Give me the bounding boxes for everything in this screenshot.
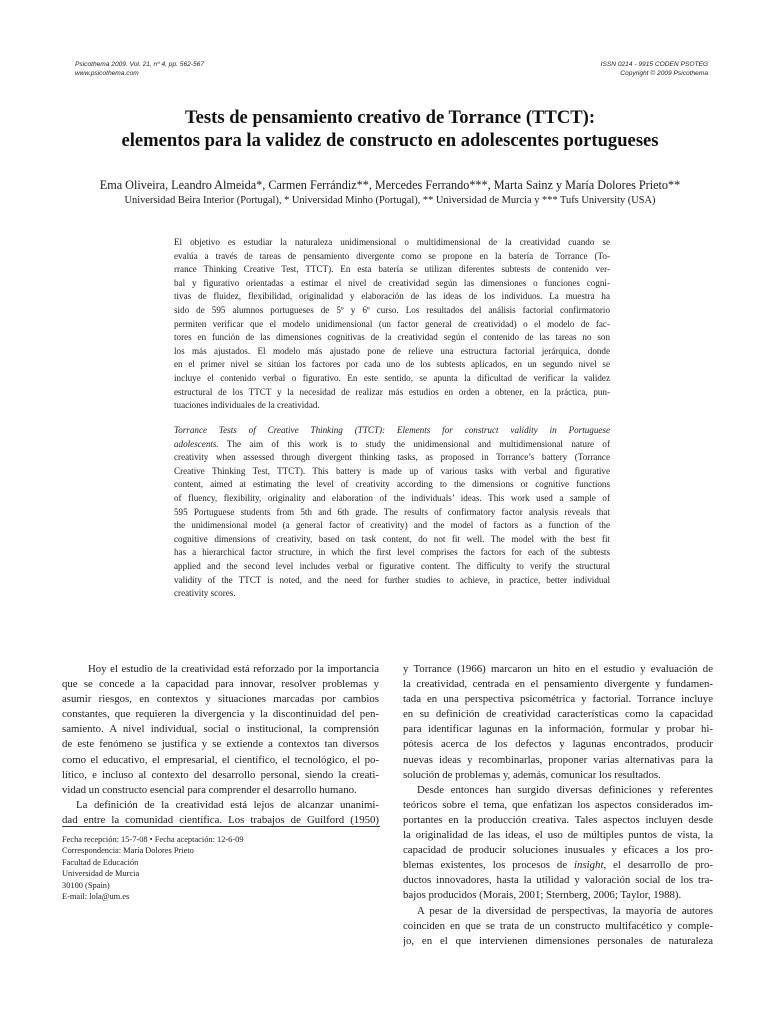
body-text: blemas existentes, los procesos de (403, 859, 575, 872)
body-line: samiento. A nivel individual, social o institucional, la comprensión (62, 723, 379, 736)
abstract-line: tivas de fluidez, flexibilidad, originalidad y elaboración de las ideas de los individuos. La muestra ha (174, 291, 610, 302)
body-line: la creatividad, centrada en el pensamiento divergente y fundamen- (403, 678, 713, 691)
journal-url[interactable]: www.psicothema.com (75, 70, 139, 77)
body-line: y Torrance (1966) marcaron un hito en el estudio y evaluación de (403, 663, 713, 675)
paper-title-line-1: Tests de pensamiento creativo de Torrance (TTCT): (184, 107, 596, 128)
body-line: asumir riesgos, en contextos y situaciones marcadas por cambios (62, 693, 379, 706)
journal-issn (601, 60, 708, 78)
footnote-email[interactable]: E-mail: lola@um.es (62, 892, 130, 902)
body-line: tada en una perspectiva psicométrica y factorial. Torrance incluye (403, 693, 713, 706)
abstract-line: has a hierarchical factor structure, in which the first level comprises the factors for each of the subtests (174, 547, 610, 558)
journal-citation (75, 60, 204, 78)
body-line: la originalidad de las ideas, el uso de múltiples puntos de vista, la (403, 829, 713, 842)
body-line: como el educativo, el empresarial, el científico, el tecnológico, el po- (62, 753, 379, 766)
abstract-line: estructural de los TTCT y la necesidad de realizar más estudios en orden a obtener, en la práctica, pun- (174, 386, 610, 397)
abstract-line (174, 438, 610, 452)
body-line: pótesis acerca de los defectos y lagunas encontrados, producir (403, 738, 713, 751)
abstract-line: content, aimed at estimating the level of creativity according to the dimensions or cognitive functions (174, 479, 610, 490)
abstract-line: validity of the TTCT is noted, and the need for further studies to achieve, in practice, better individual (174, 574, 610, 585)
english-title-italic: Torrance Tests of Creative Thinking (TTCT): Elements for construct validity in Portuguese (174, 425, 610, 435)
body-line: Hoy el estudio de la creatividad está reforzado por la importancia (88, 663, 379, 675)
body-line: bajos producidos (Morais, 2001; Sternberg, 2006; Taylor, 1988). (403, 889, 682, 902)
english-title-italic-end: adolescents. (174, 438, 219, 449)
abstract-line: los más ajustados. El modelo más ajustado pone de relieve una estructura factorial jerárquica, donde (174, 345, 610, 356)
footnote-faculty: Facultad de Educación (62, 857, 139, 867)
affiliations: Universidad Beira Interior (Portugal), * Universidad Minho (Portugal), ** Universidad de Murcia y *** Tufs University (USA) (124, 195, 656, 206)
abstract-line: rrance Thinking Creative Test, TTCT). En esta batería se utilizan diferentes subtests de contenido ver- (174, 264, 610, 275)
footnote-university: Universidad de Murcia (62, 869, 140, 879)
issn-coden: ISSN 0214 - 9915 CODEN PSOTEG (600, 61, 708, 68)
abstract-line: en el primer nivel se sitúan los factores por cada uno de los subtests aplicados, en un segundo nivel se (174, 359, 610, 370)
abstract-english (174, 424, 610, 601)
abstract-line: the unidimensional model (a general factor of creativity) and the model of factors as a function of the (174, 520, 610, 531)
abstract-text: The aim of this work is to study the unidimensional and multidimensional nature of (218, 438, 610, 449)
abstract-line: sido de 595 alumnos portugueses de 5º y 6º curso. Los resultados del análisis factorial confirmatorio (174, 304, 610, 315)
abstract-line: creativity scores. (174, 588, 236, 599)
footnote-postcode: 30100 (Spain) (62, 880, 110, 890)
body-line: que se concede a la capacidad para innovar, resolver problemas y (62, 678, 379, 691)
abstract-line: evalúa a través de tareas de pensamiento divergente como se propone en la batería de Torrance (To- (174, 250, 610, 261)
correspondence-footnote (62, 834, 380, 902)
body-column-left (62, 662, 379, 828)
body-text: , el desarrollo de pro- (603, 859, 713, 872)
body-line: para identificar lagunas en la información, formular y probar hi- (403, 723, 713, 736)
abstract-line: 595 Portuguese students from 5th and 6th grade. The results of confirmatory factor analysis reveals that (174, 506, 610, 517)
body-line: de este fenómeno se justifica y se extiende a contextos tan diversos (62, 738, 379, 751)
abstract-line: El objetivo es estudiar la naturaleza unidimensional o multidimensional de la creatividad cuando se (174, 237, 610, 247)
body-line: lítico, e incluso al contexto del desarrollo personal, siendo la creati- (62, 768, 379, 781)
copyright: Copyright © 2009 Psicothema (620, 70, 708, 77)
paper-title (40, 106, 740, 152)
abstract-spanish (174, 236, 610, 413)
abstract-line: bal y figurativo orientadas a estimar el nivel de creatividad según las dimensiones o funciones cogni- (174, 277, 610, 288)
abstract-line: cognitive dimensions of creativity, based on task content, do not fit well. The model with the best fit (174, 533, 610, 544)
footnote-dates: Fecha recepción: 15-7-08 • Fecha aceptación: 12-6-09 (62, 835, 244, 844)
abstract-line: applied and the second level includes verbal or figurative content. The difficulty to verify the structural (174, 560, 610, 571)
abstract-line: tores en función de las dimensiones cognitivas de la creatividad según el contenido de las tareas no son (174, 332, 610, 343)
body-line: A pesar de la diversidad de perspectivas, la mayoría de autores (417, 904, 713, 917)
body-line: en su definición de creatividad características como la capacidad (403, 708, 713, 721)
body-line: portantes en la producción creativa. Tales aspectos incluyen desde (403, 813, 713, 826)
body-line: solución de problemas y, además, comunicar los resultados. (403, 768, 661, 781)
body-column-right (403, 662, 713, 949)
abstract-line: tuaciones individuales de la creatividad. (174, 400, 320, 411)
body-line: ductos innovadores, hasta la utilidad y valoración social de los tra- (403, 874, 713, 887)
abstract-line: permiten verificar que el modelo unidimensional (un factor general de creatividad) o el modelo de fac- (174, 318, 610, 329)
body-line: coinciden en que se trata de un constructo multifacético y comple- (403, 919, 713, 932)
insight-term: insight (574, 859, 604, 872)
body-line: La definición de la creatividad está lejos de alcanzar unanimi- (76, 798, 379, 811)
body-line (403, 858, 713, 873)
body-line: capacidad de producir soluciones inusuales y eficaces a los pro- (403, 844, 713, 857)
body-line: constantes, que requieren la divergencia y la discontinuidad del pen- (62, 708, 379, 721)
abstract-line: creativity when assessed through divergent thinking tasks, as proposed in Torrance’s battery (Torrance (174, 452, 610, 463)
abstract-line: incluye el contenido verbal o figurativo. En este sentido, se apunta la dificultad de verificar la validez (174, 372, 610, 383)
footnote-correspondence: Correspondencia: María Dolores Prieto (62, 846, 194, 856)
body-line: jo, en el que intervienen dimensiones personales de naturaleza (403, 934, 713, 947)
author-list: Ema Oliveira, Leandro Almeida*, Carmen Ferrándiz**, Mercedes Ferrando***, Marta Sainz y María Dolores Prieto** (99, 178, 681, 192)
footnote-rule (62, 826, 380, 827)
abstract-line: of fluency, flexibility, originality and elaboration of the individuals’ ideas. This work used a sample of (174, 492, 610, 503)
journal-volume: Psicothema 2009. Vol. 21, nº 4, pp. 562-567 (75, 61, 204, 68)
paper-title-line-2: elementos para la validez de constructo en adolescentes portugueses (121, 130, 659, 151)
abstract-line (174, 424, 610, 438)
abstract-line: Creative Thinking Test, TTCT). This battery is made up of various tasks with verbal and figurative (174, 465, 610, 476)
body-line: nuevas ideas y recombinarlas, proponer varias alternativas para la (403, 753, 713, 766)
body-line: teóricos sobre el tema, que enfatizan los aspectos considerados im- (403, 798, 713, 811)
body-line: dad entre la comunidad científica. Los trabajos de Guilford (1950) (62, 813, 379, 826)
body-line: Desde entonces han surgido diversas definiciones y referentes (417, 783, 713, 796)
body-line: vidad un constructo esencial para comprender el desarrollo humano. (62, 783, 357, 796)
